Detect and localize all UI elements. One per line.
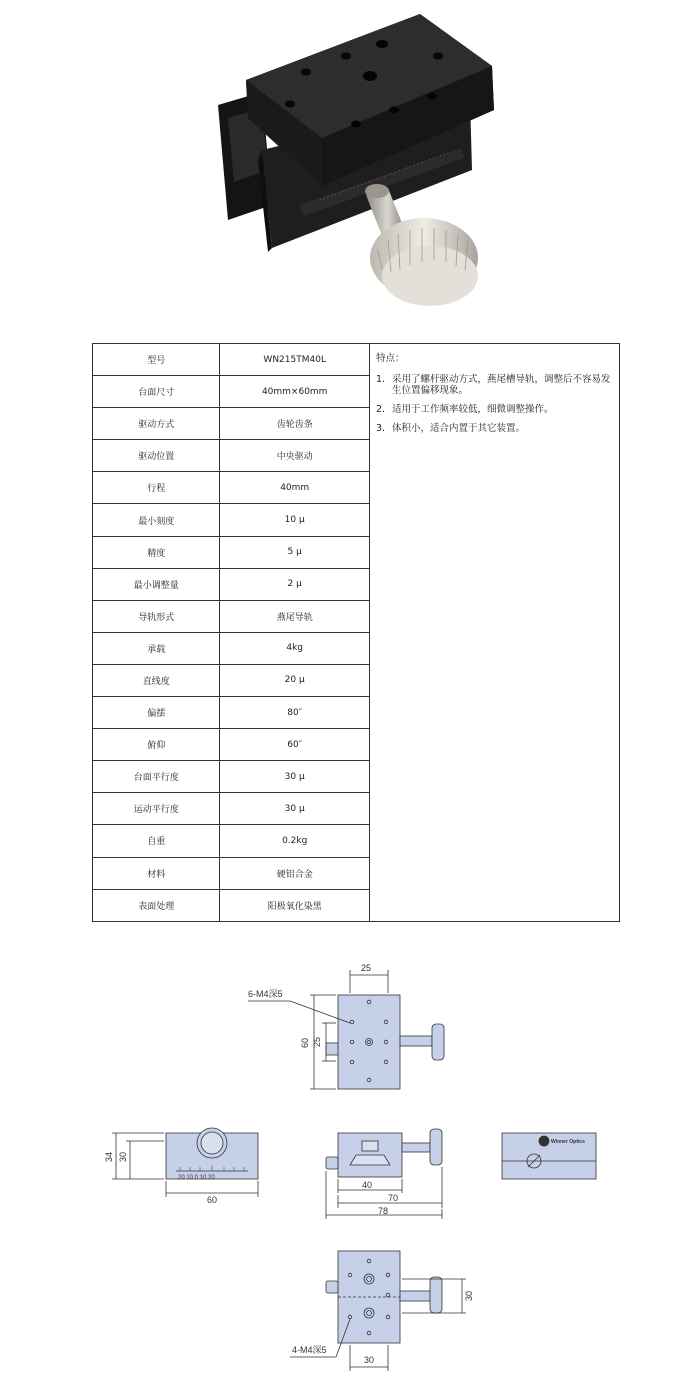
dim-label: 78 <box>378 1206 389 1216</box>
spec-label: 直线度 <box>93 664 220 696</box>
spec-label: 运动平行度 <box>93 793 220 825</box>
spec-label: 驱动位置 <box>93 440 220 472</box>
side-view-drawing <box>112 1128 258 1197</box>
dim-label: 70 <box>388 1193 399 1203</box>
dim-label: 60 <box>300 1037 310 1048</box>
spec-value: 20 μ <box>220 664 370 696</box>
spec-value: 40mm <box>220 472 370 504</box>
spec-label: 台面尺寸 <box>93 376 220 408</box>
spec-label: 偏摆 <box>93 697 220 729</box>
feature-item <box>376 404 613 415</box>
spec-label: 最小调整量 <box>93 568 220 600</box>
brand-label: Winner Optics <box>551 1139 585 1145</box>
spec-label: 最小刻度 <box>93 504 220 536</box>
spec-value: WN215TM40L <box>220 344 370 376</box>
spec-value: 60″ <box>220 729 370 761</box>
spec-value: 中央驱动 <box>220 440 370 472</box>
spec-table <box>92 343 620 922</box>
technical-drawings <box>0 935 684 1383</box>
spec-value: 硬铝合金 <box>220 857 370 889</box>
holes-label: 4-M4深5 <box>292 1345 327 1355</box>
spec-label: 精度 <box>93 536 220 568</box>
spec-value: 2 μ <box>220 568 370 600</box>
dim-label: 60 <box>207 1195 218 1205</box>
top-view-drawing <box>248 970 444 1089</box>
dim-label: 30 <box>364 1355 375 1365</box>
spec-label: 型号 <box>93 344 220 376</box>
spec-value: 30 μ <box>220 793 370 825</box>
dim-label: 25 <box>361 963 372 973</box>
spec-value: 10 μ <box>220 504 370 536</box>
spec-label: 自重 <box>93 825 220 857</box>
spec-value: 0.2kg <box>220 825 370 857</box>
feature-item <box>376 374 613 396</box>
spec-value: 40mm×60mm <box>220 376 370 408</box>
spec-value: 齿轮齿条 <box>220 408 370 440</box>
spec-label: 承载 <box>93 632 220 664</box>
features-title: 特点： <box>375 353 405 364</box>
spec-value: 30 μ <box>220 761 370 793</box>
feature-text: 适用于工作频率较低，细微调整操作。 <box>391 404 554 415</box>
features-cell <box>369 344 619 922</box>
feature-number: 3. <box>375 423 386 434</box>
feature-text: 采用了螺杆驱动方式，燕尾槽导轨，调整后不容易发生位置偏移现象。 <box>391 374 611 396</box>
dim-label: 40 <box>362 1180 373 1190</box>
spec-value: 80″ <box>220 697 370 729</box>
holes-label: 6-M4深5 <box>248 989 283 999</box>
spec-value: 4kg <box>220 632 370 664</box>
feature-number: 1. <box>375 374 386 385</box>
spec-value: 5 μ <box>220 536 370 568</box>
spec-value: 阳极氧化染黑 <box>220 889 370 921</box>
spec-value: 燕尾导轨 <box>220 600 370 632</box>
dim-label: 34 <box>104 1151 114 1162</box>
dim-label: 25 <box>312 1036 322 1047</box>
spec-label: 俯仰 <box>93 729 220 761</box>
table-row <box>93 344 620 376</box>
spec-label: 行程 <box>93 472 220 504</box>
spec-label: 材料 <box>93 857 220 889</box>
spec-label: 台面平行度 <box>93 761 220 793</box>
spec-label: 表面处理 <box>93 889 220 921</box>
dim-label: 30 <box>118 1151 128 1162</box>
scale-label: 20 10 0 10 20 <box>178 1175 215 1181</box>
spec-label: 导轨形式 <box>93 600 220 632</box>
feature-item <box>376 423 613 434</box>
dim-label: 30 <box>464 1290 474 1301</box>
product-photo <box>0 0 684 335</box>
feature-number: 2. <box>375 404 386 415</box>
spec-label: 驱动方式 <box>93 408 220 440</box>
feature-text: 体积小，适合内置于其它装置。 <box>391 423 525 434</box>
